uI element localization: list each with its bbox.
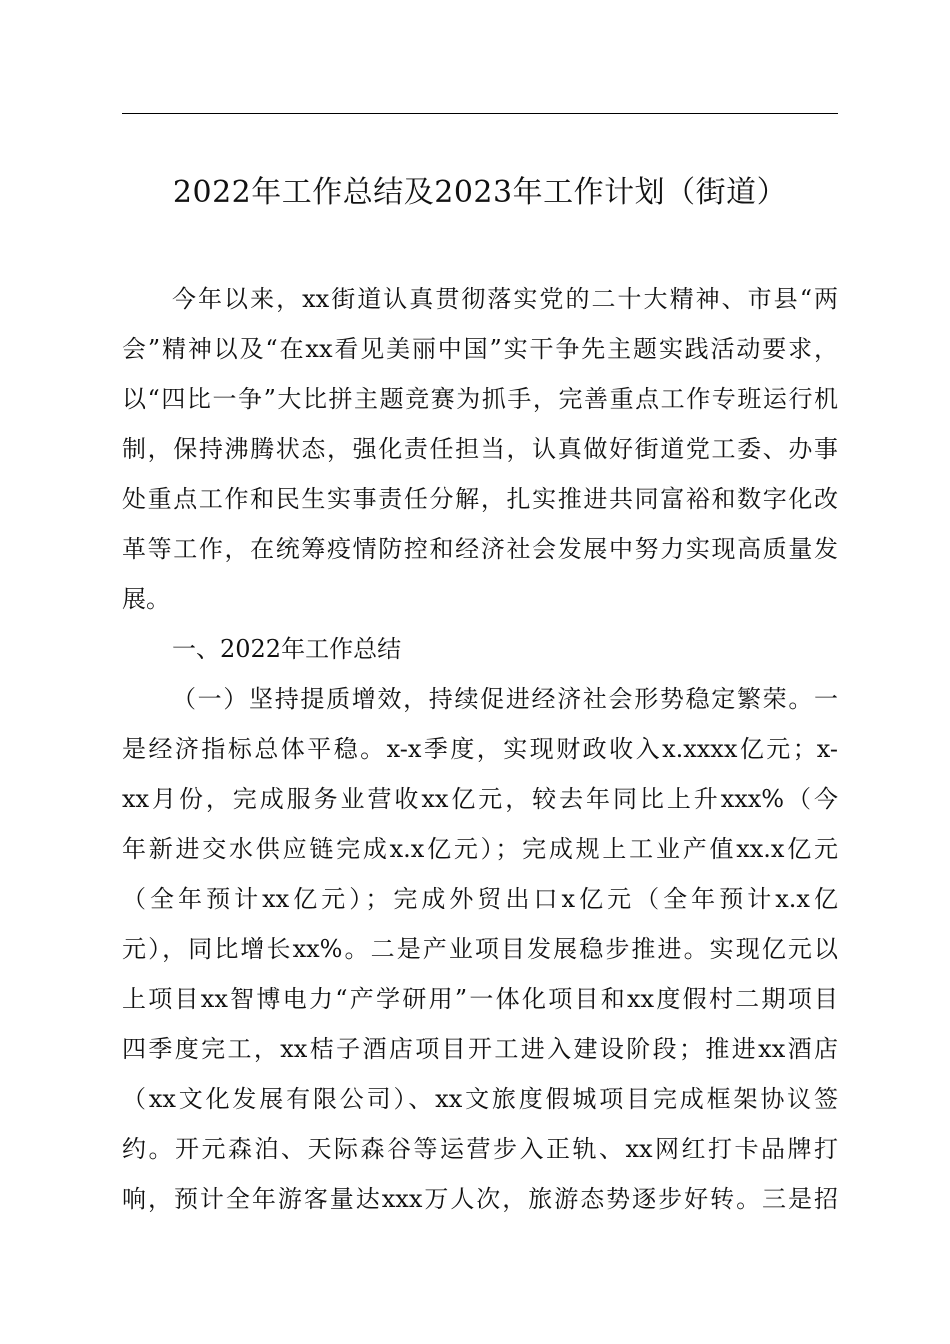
paragraph-line: 上项目xx智博电力“产学研用”一体化项目和xx度假村二期项目 xyxy=(122,985,838,1013)
paragraph-line: （一）坚持提质增效，持续促进经济社会形势稳定繁荣。一 xyxy=(172,685,838,713)
document-title: 2022年工作总结及2023年工作计划（街道） xyxy=(172,175,788,210)
paragraph-line: 是经济指标总体平稳。x-x季度，实现财政收入x.xxxx亿元；x- xyxy=(122,735,838,763)
paragraph-line: 以“四比一争”大比拼主题竞赛为抓手，完善重点工作专班运行机 xyxy=(122,385,838,413)
paragraph-line: 会”精神以及“在xx看见美丽中国”实干争先主题实践活动要求， xyxy=(122,335,838,363)
header-rule xyxy=(122,113,838,114)
paragraph-line: （xx文化发展有限公司）、xx文旅度假城项目完成框架协议签 xyxy=(122,1085,838,1113)
paragraph-line: （全年预计xx亿元）；完成外贸出口x亿元（全年预计x.x亿 xyxy=(122,885,838,913)
paragraph-line: 今年以来，xx街道认真贯彻落实党的二十大精神、市县“两 xyxy=(172,285,838,313)
paragraph-line: 革等工作，在统筹疫情防控和经济社会发展中努力实现高质量发 xyxy=(122,535,838,563)
paragraph-line: 处重点工作和民生实事责任分解，扎实推进共同富裕和数字化改 xyxy=(122,485,838,513)
paragraph-line: xx月份，完成服务业营收xx亿元，较去年同比上升xxx%（今 xyxy=(122,785,838,813)
paragraph-line: 展。 xyxy=(122,585,170,613)
paragraph-line: 响，预计全年游客量达xxx万人次，旅游态势逐步好转。三是招 xyxy=(122,1185,838,1213)
paragraph-line: 元），同比增长xx%。二是产业项目发展稳步推进。实现亿元以 xyxy=(122,935,838,963)
paragraph-line: 年新进交水供应链完成x.x亿元）；完成规上工业产值xx.x亿元 xyxy=(122,835,838,863)
document-body xyxy=(122,274,838,1224)
paragraph-line: 约。开元森泊、天际森谷等运营步入正轨、xx网红打卡品牌打 xyxy=(122,1135,838,1163)
section-heading: 一、2022年工作总结 xyxy=(172,635,402,663)
paragraph-line: 四季度完工，xx桔子酒店项目开工进入建设阶段；推进xx酒店 xyxy=(122,1035,838,1063)
paragraph-line: 制，保持沸腾状态，强化责任担当，认真做好街道党工委、办事 xyxy=(122,435,838,463)
